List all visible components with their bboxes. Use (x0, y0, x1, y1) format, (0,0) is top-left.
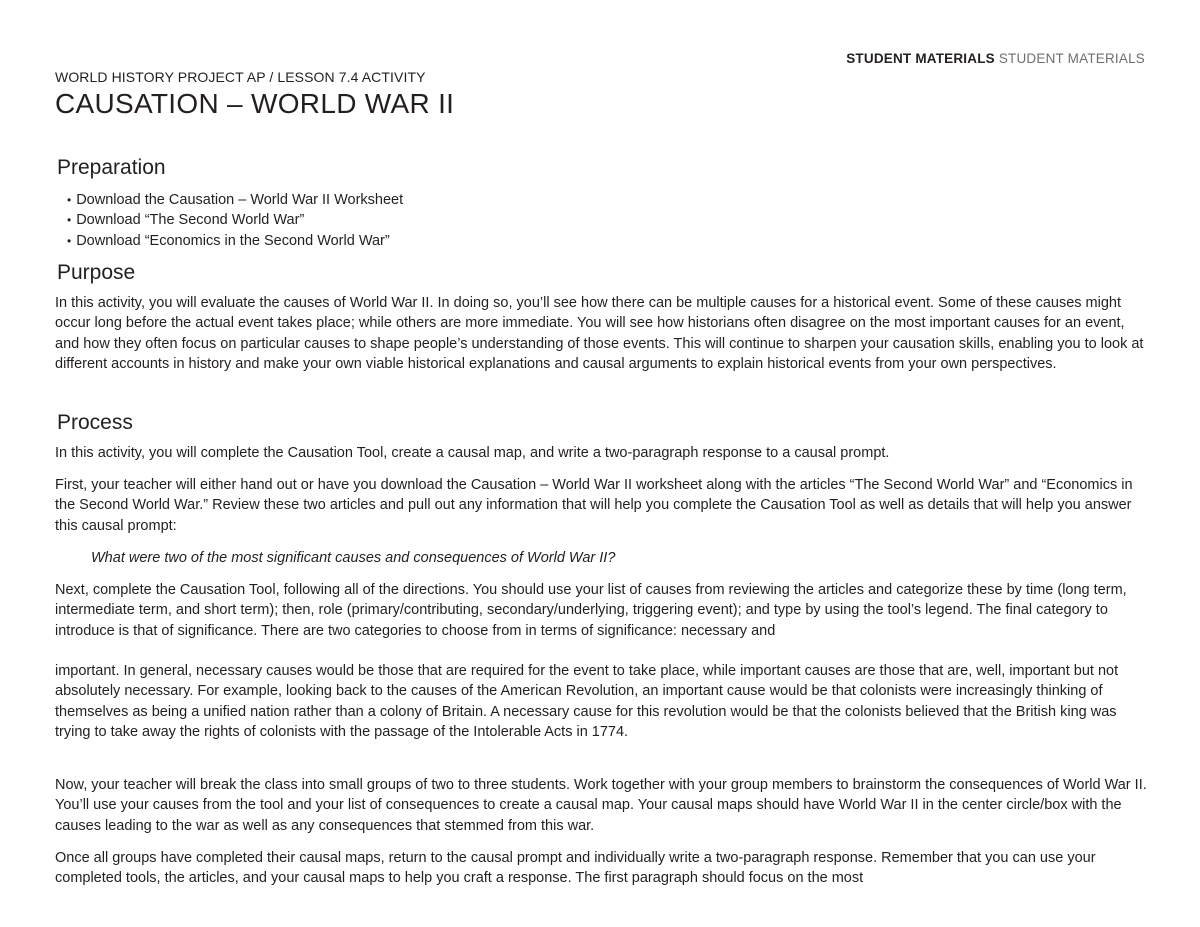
preparation-list (67, 190, 403, 251)
page-title: CAUSATION – WORLD WAR II (55, 88, 455, 119)
list-item: • Download the Causation – World War II Worksheet (67, 190, 403, 210)
list-item: • Download “The Second World War” (67, 210, 403, 230)
purpose-paragraph: In this activity, you will evaluate the causes of World War II. In doing so, you’ll see how there can be multiple causes for a historical event. Some of these causes might occur long before the actual event takes place; while others are more immediate. You will see how historians often disagree on the most important causes for an event, and how they often focus on particular causes to shape people’s understanding of those events. This will continue to sharpen your causation skills, enabling you to look at different accounts in history and make your own viable historical explanations and causal arguments to explain historical events from your own perspectives. (55, 295, 1144, 373)
process-paragraph-2: First, your teacher will either hand out or have you download the Causation – World War II worksheet along with the articles “The Second World War” and “Economics in the Second World War.” Review these two articles and pull out any information that will help you complete the Causation Tool as well as details that will help you answer this causal prompt: (55, 477, 1133, 534)
process-paragraph-3b: important. In general, necessary causes would be those that are required for the event to take place, while important causes are those that are, well, important but not absolutely necessary. For example, looking back to the causes of the American Revolution, an important cause would be that colonists were increasingly thinking of themselves as being a unified nation rather than a colony of Britain. A necessary cause for this revolution would be that the colonists believed that the British king was trying to take away the rights of colonists with the passage of the Intolerable Acts in 1774. (55, 663, 1119, 741)
purpose-heading: Purpose (57, 261, 136, 284)
causal-prompt: What were two of the most significant causes and consequences of World War II? (91, 550, 616, 566)
breadcrumb: WORLD HISTORY PROJECT AP / LESSON 7.4 ACTIVITY (55, 69, 426, 85)
process-paragraph-1: In this activity, you will complete the Causation Tool, create a causal map, and write a two-paragraph response to a causal prompt. (55, 445, 890, 461)
student-materials-bold: STUDENT MATERIALS (846, 51, 995, 66)
preparation-heading: Preparation (57, 156, 166, 179)
process-heading: Process (57, 411, 133, 434)
list-item: • Download “Economics in the Second World War” (67, 231, 403, 251)
process-paragraph-5: Once all groups have completed their causal maps, return to the causal prompt and individually write a two-paragraph response. Remember that you can use your completed tools, the articles, and your causal maps to help you craft a response. The first paragraph should focus on the most (55, 850, 1096, 887)
process-paragraph-4: Now, your teacher will break the class into small groups of two to three students. Work together with your group members to brainstorm the consequences of World War II. You’ll use your causes from the tool and your list of consequences to create a causal map. Your causal maps should have World War II in the center circle/box with the causes leading to the war as well as any consequences that stemmed from this war. (55, 777, 1147, 834)
process-paragraph-3a: Next, complete the Causation Tool, following all of the directions. You should use your list of causes from reviewing the articles and categorize these by time (long term, intermediate term, and short term); then, role (primary/contributing, secondary/underlying, triggering event); and type by using the tool’s legend. The final category to introduce is that of significance. There are two categories to choose from in terms of significance: necessary and (55, 582, 1127, 639)
student-materials-light: STUDENT MATERIALS (998, 51, 1145, 66)
student-materials-label (846, 51, 1145, 66)
